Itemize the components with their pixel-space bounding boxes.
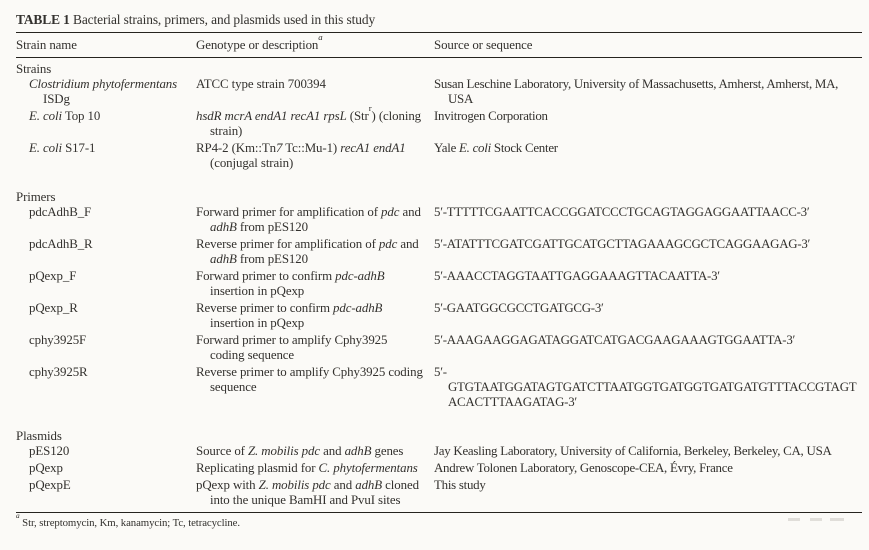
- table-row: [16, 478, 862, 508]
- description-cell: RP4-2 (Km::Tn7 Tc::Mu-1) recA1 endA1 (conjugal strain): [196, 141, 406, 170]
- description-cell: Source of Z. mobilis pdc and adhB genes: [196, 444, 404, 458]
- description-cell: Forward primer for amplification of pdc and adhB from pES120: [196, 205, 421, 234]
- section-header: Strains: [16, 62, 52, 76]
- description-cell: Forward primer to confirm pdc-adhB insertion in pQexp: [196, 269, 385, 298]
- column-header-source-sequence: Source or sequence: [434, 38, 533, 52]
- table-row: [16, 77, 862, 107]
- source-cell: 5′-AAACCTAGGTAATTGAGGAAAGTTACAATTA-3′: [434, 269, 720, 283]
- rule-header: [16, 57, 862, 58]
- strain-name-cell: pQexp_F: [29, 269, 77, 283]
- strain-name-cell: E. coli S17-1: [29, 141, 96, 155]
- table-row: [16, 444, 862, 459]
- description-cell: Reverse primer for amplification of pdc and adhB from pES120: [196, 237, 419, 266]
- source-cell: 5′-GAATGGCGCCTGATGCG-3′: [434, 301, 604, 315]
- table-footnote: $^a$ Str, streptomycin, Km, kanamycin; Tc, tetracycline.: [16, 511, 240, 529]
- table-title-text: Bacterial strains, primers, and plasmids used in this study: [69, 12, 376, 27]
- column-header-genotype-description: Genotype or description$^a$: [196, 31, 323, 52]
- strain-name-cell: pQexp_R: [29, 301, 78, 315]
- source-cell: Jay Keasling Laboratory, University of California, Berkeley, Berkeley, CA, USA: [434, 444, 832, 458]
- source-cell: 5′-GTGTAATGGATAGTGATCTTAATGGTGATGGTGATGATGTTTACCGTAGTACACTTTAAGATAG-3′: [434, 365, 857, 409]
- rule-bottom: [16, 512, 862, 513]
- section-plasmids: [16, 429, 862, 508]
- source-cell: Yale E. coli Stock Center: [434, 141, 558, 155]
- strain-name-cell: pQexp: [29, 461, 63, 475]
- description-cell: hsdR mcrA endA1 recA1 rpsL (Str$^r$) (cloning strain): [196, 102, 422, 138]
- description-cell: Reverse primer to confirm pdc-adhB insertion in pQexp: [196, 301, 383, 330]
- description-cell: pQexp with Z. mobilis pdc and adhB cloned into the unique BamHI and PvuI sites: [196, 478, 419, 507]
- table-row: [16, 301, 862, 331]
- table-row: [16, 205, 862, 235]
- strain-name-cell: Clostridium phytofermentans ISDg: [29, 77, 178, 106]
- description-cell: Reverse primer to amplify Cphy3925 coding sequence: [196, 365, 423, 394]
- strain-name-cell: cphy3925F: [29, 333, 87, 347]
- source-cell: This study: [434, 478, 486, 492]
- strain-name-cell: pdcAdhB_R: [29, 237, 93, 251]
- section-strains: [16, 62, 862, 171]
- strain-name-cell: pdcAdhB_F: [29, 205, 92, 219]
- table-body: [16, 62, 862, 508]
- source-cell: 5′-AAAGAAGGAGATAGGATCATGACGAAGAAAGTGGAATTA-3′: [434, 333, 796, 347]
- source-cell: 5′-ATATTTCGATCGATTGCATGCTTAGAAAGCGCTCAGGAAGAG-3′: [434, 237, 811, 251]
- table-title-label: TABLE 1: [16, 12, 70, 27]
- table-title: [16, 6, 862, 28]
- table-header-row: [16, 33, 862, 57]
- source-cell: Andrew Tolonen Laboratory, Genoscope-CEA, Évry, France: [434, 461, 733, 475]
- table-row: [16, 461, 862, 476]
- strain-name-cell: E. coli Top 10: [29, 109, 101, 123]
- description-cell: Replicating plasmid for C. phytofermentans: [196, 461, 418, 475]
- strain-name-cell: pQexpE: [29, 478, 71, 492]
- table-row: [16, 365, 862, 410]
- source-cell: 5′-TTTTTCGAATTCACCGGATCCCTGCAGTAGGAGGAATTAACC-3′: [434, 205, 810, 219]
- source-cell: Susan Leschine Laboratory, University of Massachusetts, Amherst, Amherst, MA, USA: [434, 77, 839, 106]
- section-primers: [16, 190, 862, 410]
- section-header: Primers: [16, 190, 56, 204]
- section-header: Plasmids: [16, 429, 62, 443]
- table-row: [16, 237, 862, 267]
- scan-artifact-marks: [788, 518, 844, 521]
- table-row: [16, 141, 862, 171]
- table-row: [16, 333, 862, 363]
- strain-name-cell: pES120: [29, 444, 70, 458]
- description-cell: ATCC type strain 700394: [196, 77, 326, 91]
- source-cell: Invitrogen Corporation: [434, 109, 548, 123]
- description-cell: Forward primer to amplify Cphy3925 coding sequence: [196, 333, 388, 362]
- table-1: [16, 6, 862, 530]
- strain-name-cell: cphy3925R: [29, 365, 88, 379]
- table-row: [16, 269, 862, 299]
- column-header-strain-name: Strain name: [16, 38, 77, 52]
- table-row: [16, 102, 862, 139]
